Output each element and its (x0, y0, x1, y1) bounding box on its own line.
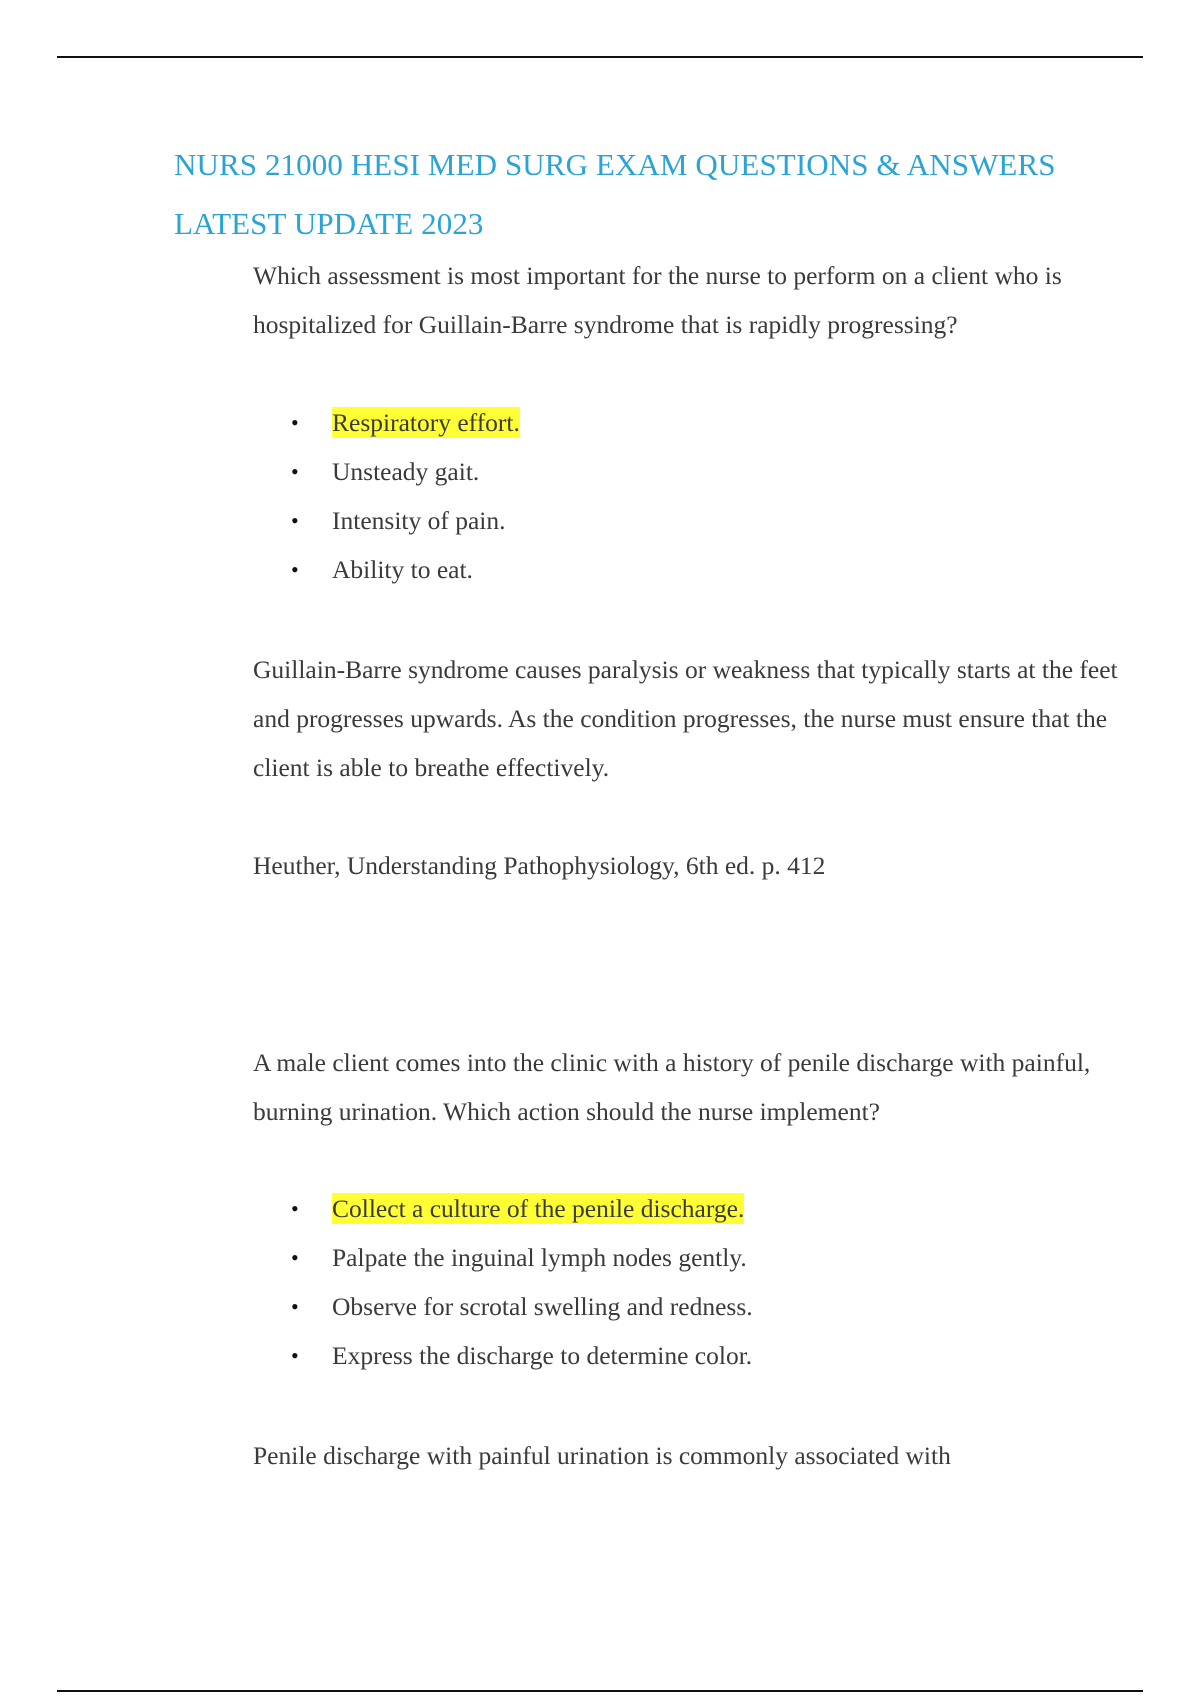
list-item (253, 398, 1123, 447)
bullet-icon: • (291, 1245, 299, 1270)
question-2-rationale (253, 1431, 1123, 1480)
bullet-icon: • (291, 557, 299, 582)
reference-text: Heuther, Understanding Pathophysiology, 6th ed. p. 412 (253, 851, 826, 880)
rationale-text: Penile discharge with painful urination is commonly associated with (253, 1441, 951, 1470)
list-item (253, 1184, 1123, 1233)
option-text: Observe for scrotal swelling and redness. (332, 1292, 753, 1321)
option-text: Unsteady gait. (332, 457, 480, 486)
bullet-icon: • (291, 410, 299, 435)
list-item (253, 1282, 1123, 1331)
question-1-reference (253, 841, 1123, 890)
highlighted-correct-answer: Collect a culture of the penile discharge. (332, 1194, 745, 1223)
question-1-options (253, 398, 1123, 594)
question-2-prompt (253, 1038, 1123, 1136)
question-1-prompt (253, 251, 1123, 349)
option-text: Intensity of pain. (332, 506, 506, 535)
question-2-options (253, 1184, 1123, 1380)
bullet-icon: • (291, 459, 299, 484)
highlighted-correct-answer: Respiratory effort. (332, 408, 520, 437)
list-item (253, 1331, 1123, 1380)
option-text: Palpate the inguinal lymph nodes gently. (332, 1243, 747, 1272)
list-item (253, 1233, 1123, 1282)
document-title: NURS 21000 HESI MED SURG EXAM QUESTIONS & ANSWERS LATEST UPDATE 2023 (174, 147, 1056, 241)
bullet-icon: • (291, 508, 299, 533)
bottom-rule (57, 1690, 1143, 1692)
option-text: Ability to eat. (332, 555, 473, 584)
bullet-icon: • (291, 1343, 299, 1368)
option-text: Express the discharge to determine color. (332, 1341, 753, 1370)
question-text: A male client comes into the clinic with a history of penile discharge with painful, burning urination. Which action should the nurse implement? (253, 1048, 1091, 1126)
question-1-rationale (253, 645, 1123, 792)
rationale-text: Guillain-Barre syndrome causes paralysis or weakness that typically starts at the feet and progresses upwards. As the condition progresses, the nurse must ensure that the client is able to breathe effectively. (253, 655, 1118, 782)
top-rule (57, 56, 1143, 58)
bullet-icon: • (291, 1294, 299, 1319)
list-item (253, 447, 1123, 496)
question-text: Which assessment is most important for the nurse to perform on a client who is hospitalized for Guillain-Barre syndrome that is rapidly progressing? (253, 261, 1062, 339)
bullet-icon: • (291, 1196, 299, 1221)
list-item (253, 545, 1123, 594)
list-item (253, 496, 1123, 545)
